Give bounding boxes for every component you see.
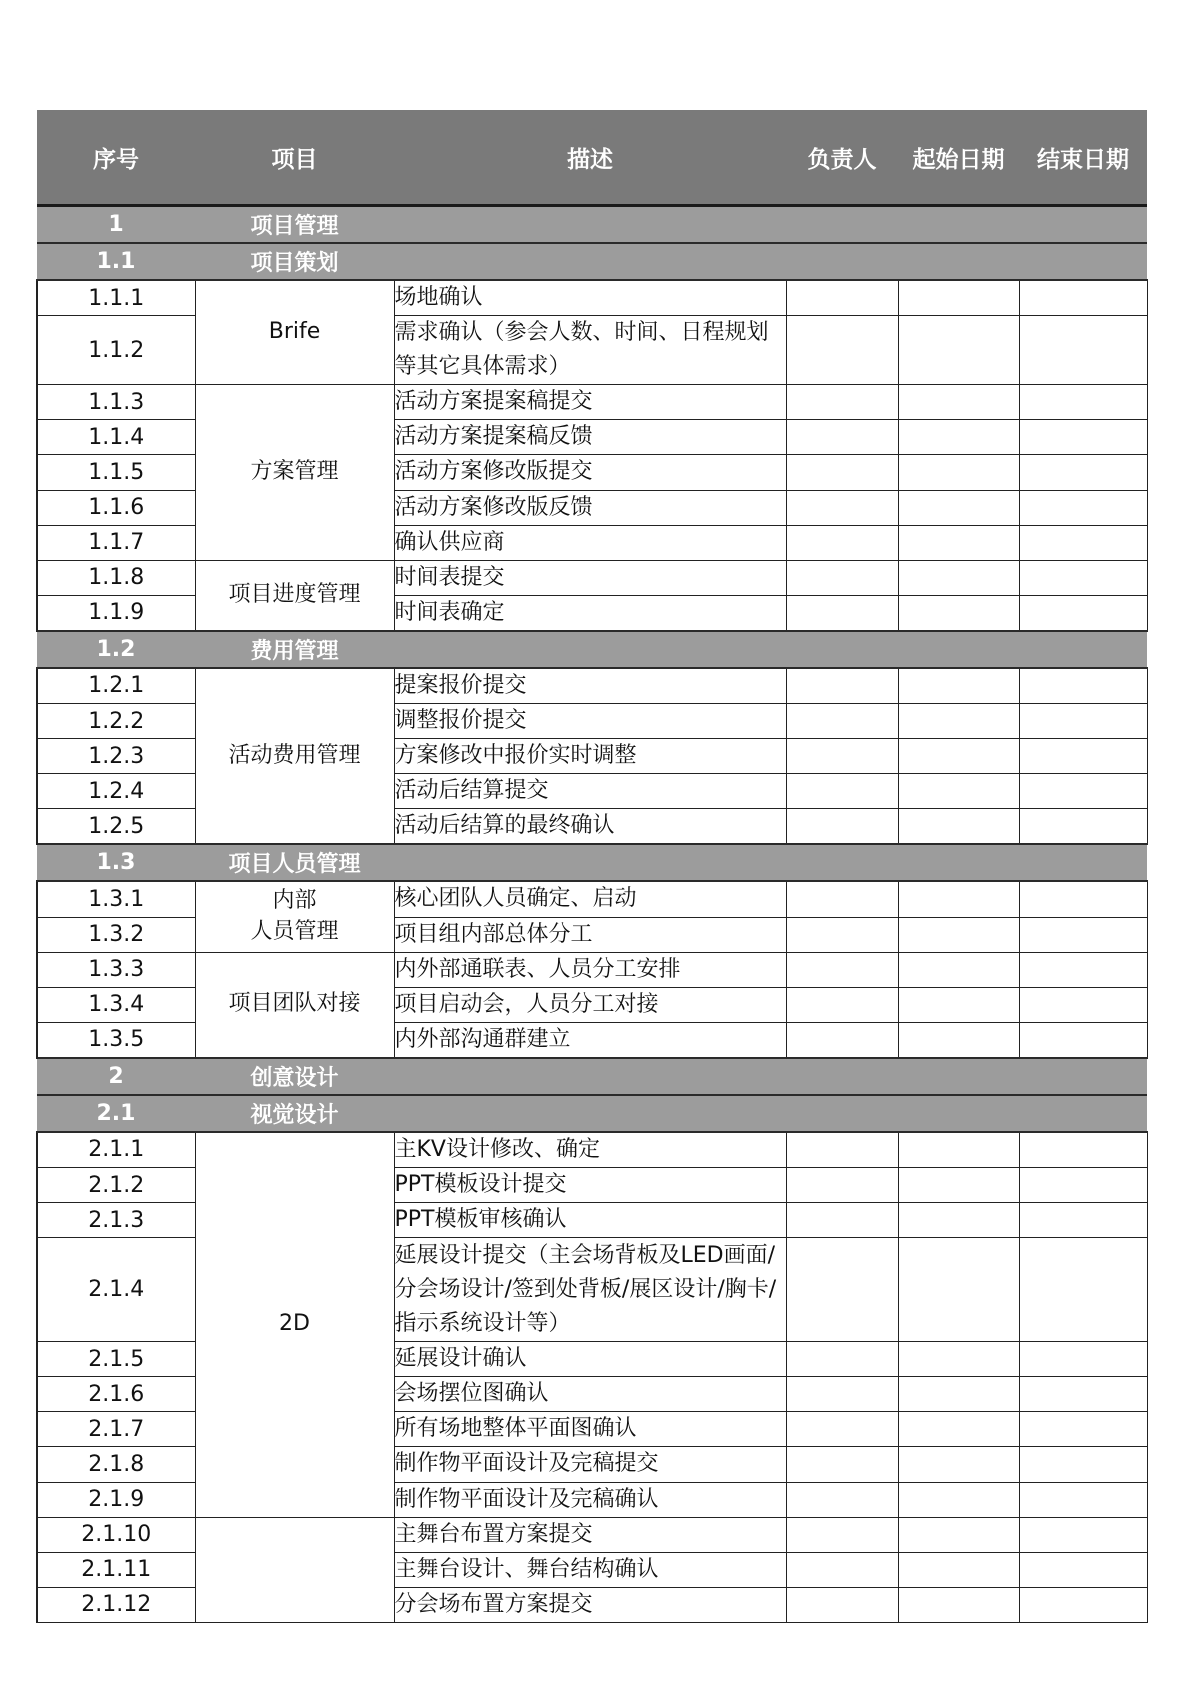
section-number: 2.1 — [37, 1095, 195, 1132]
owner-cell[interactable] — [786, 1552, 898, 1587]
task-description: 延展设计确认 — [394, 1342, 786, 1377]
section-number: 1.3 — [37, 844, 195, 881]
section-title: 项目人员管理 — [195, 844, 394, 881]
owner-cell[interactable] — [786, 385, 898, 420]
start-date-cell[interactable] — [898, 1412, 1019, 1447]
end-date-cell[interactable] — [1019, 1552, 1147, 1587]
owner-cell[interactable] — [786, 1132, 898, 1168]
start-date-cell[interactable] — [898, 1342, 1019, 1377]
start-date-cell[interactable] — [898, 952, 1019, 987]
task-number: 2.1.7 — [37, 1412, 195, 1447]
table-row — [37, 952, 1147, 987]
owner-cell[interactable] — [786, 774, 898, 809]
task-number: 2.1.11 — [37, 1552, 195, 1587]
section-row — [37, 243, 1147, 280]
start-date-cell[interactable] — [898, 455, 1019, 490]
start-date-cell[interactable] — [898, 1203, 1019, 1238]
start-date-cell[interactable] — [898, 1377, 1019, 1412]
section-fill — [394, 1095, 1147, 1132]
start-date-cell[interactable] — [898, 704, 1019, 739]
owner-cell[interactable] — [786, 455, 898, 490]
start-date-cell[interactable] — [898, 1132, 1019, 1168]
task-number: 1.1.7 — [37, 525, 195, 560]
end-date-cell[interactable] — [1019, 1203, 1147, 1238]
task-number: 1.1.1 — [37, 280, 195, 316]
task-description: 项目启动会，人员分工对接 — [394, 987, 786, 1022]
owner-cell[interactable] — [786, 1022, 898, 1058]
task-number: 1.2.5 — [37, 809, 195, 845]
owner-cell[interactable] — [786, 1412, 898, 1447]
table-row — [37, 668, 1147, 704]
task-number: 2.1.5 — [37, 1342, 195, 1377]
task-description: 时间表提交 — [394, 560, 786, 595]
end-date-cell[interactable] — [1019, 1517, 1147, 1552]
task-category: 方案管理 — [195, 385, 394, 560]
end-date-cell[interactable] — [1019, 952, 1147, 987]
start-date-cell[interactable] — [898, 420, 1019, 455]
start-date-cell[interactable] — [898, 987, 1019, 1022]
owner-cell[interactable] — [786, 809, 898, 845]
section-row — [37, 844, 1147, 881]
start-date-cell[interactable] — [898, 280, 1019, 316]
task-number: 1.1.6 — [37, 490, 195, 525]
section-fill — [394, 844, 1147, 881]
table-row — [37, 385, 1147, 420]
start-date-cell[interactable] — [898, 1447, 1019, 1482]
owner-cell[interactable] — [786, 881, 898, 917]
task-description: 延展设计提交（主会场背板及LED画面/分会场设计/签到处背板/展区设计/胸卡/指示系统设计等） — [394, 1238, 786, 1342]
task-category — [195, 1517, 394, 1622]
task-number: 1.3.4 — [37, 987, 195, 1022]
start-date-cell[interactable] — [898, 809, 1019, 845]
end-date-cell[interactable] — [1019, 1587, 1147, 1622]
header-start-date: 起始日期 — [898, 110, 1019, 206]
owner-cell[interactable] — [786, 1447, 898, 1482]
table-row — [37, 1132, 1147, 1168]
table-row — [37, 1517, 1147, 1552]
end-date-cell[interactable] — [1019, 1022, 1147, 1058]
header-owner: 负责人 — [786, 110, 898, 206]
task-number: 1.1.5 — [37, 455, 195, 490]
section-fill — [394, 243, 1147, 280]
section-title: 视觉设计 — [195, 1095, 394, 1132]
task-description: 所有场地整体平面图确认 — [394, 1412, 786, 1447]
owner-cell[interactable] — [786, 560, 898, 595]
task-category: 项目进度管理 — [195, 560, 394, 631]
end-date-cell[interactable] — [1019, 1167, 1147, 1202]
end-date-cell[interactable] — [1019, 917, 1147, 952]
task-description: 时间表确定 — [394, 595, 786, 631]
start-date-cell[interactable] — [898, 881, 1019, 917]
section-row — [37, 631, 1147, 668]
start-date-cell[interactable] — [898, 490, 1019, 525]
end-date-cell[interactable] — [1019, 1412, 1147, 1447]
start-date-cell[interactable] — [898, 1238, 1019, 1342]
task-number: 2.1.1 — [37, 1132, 195, 1168]
header-desc: 描述 — [394, 110, 786, 206]
end-date-cell[interactable] — [1019, 1342, 1147, 1377]
section-fill — [394, 1058, 1147, 1095]
task-description: 制作物平面设计及完稿确认 — [394, 1482, 786, 1517]
task-number: 1.1.3 — [37, 385, 195, 420]
section-number: 1 — [37, 206, 195, 244]
end-date-cell[interactable] — [1019, 1447, 1147, 1482]
end-date-cell[interactable] — [1019, 595, 1147, 631]
task-description: 内外部通联表、人员分工安排 — [394, 952, 786, 987]
end-date-cell[interactable] — [1019, 455, 1147, 490]
end-date-cell[interactable] — [1019, 668, 1147, 704]
owner-cell[interactable] — [786, 1167, 898, 1202]
start-date-cell[interactable] — [898, 668, 1019, 704]
task-category: 项目团队对接 — [195, 952, 394, 1058]
end-date-cell[interactable] — [1019, 490, 1147, 525]
start-date-cell[interactable] — [898, 595, 1019, 631]
task-description: 核心团队人员确定、启动 — [394, 881, 786, 917]
header-seq: 序号 — [37, 110, 195, 206]
task-number: 1.2.2 — [37, 704, 195, 739]
end-date-cell[interactable] — [1019, 1377, 1147, 1412]
task-number: 1.2.3 — [37, 739, 195, 774]
table-row — [37, 881, 1147, 917]
task-number: 2.1.12 — [37, 1587, 195, 1622]
task-description: 提案报价提交 — [394, 668, 786, 704]
section-title: 项目管理 — [195, 206, 394, 244]
project-schedule-table — [36, 110, 1148, 1623]
start-date-cell[interactable] — [898, 316, 1019, 385]
owner-cell[interactable] — [786, 987, 898, 1022]
task-number: 2.1.2 — [37, 1167, 195, 1202]
task-number: 2.1.8 — [37, 1447, 195, 1482]
table-row — [37, 280, 1147, 316]
owner-cell[interactable] — [786, 1238, 898, 1342]
task-description: 主舞台布置方案提交 — [394, 1517, 786, 1552]
owner-cell[interactable] — [786, 280, 898, 316]
end-date-cell[interactable] — [1019, 420, 1147, 455]
task-description: 内外部沟通群建立 — [394, 1022, 786, 1058]
section-row — [37, 1095, 1147, 1132]
task-number: 1.1.2 — [37, 316, 195, 385]
header-item: 项目 — [195, 110, 394, 206]
start-date-cell[interactable] — [898, 1022, 1019, 1058]
start-date-cell[interactable] — [898, 385, 1019, 420]
section-title: 项目策划 — [195, 243, 394, 280]
owner-cell[interactable] — [786, 316, 898, 385]
task-description: 调整报价提交 — [394, 704, 786, 739]
end-date-cell[interactable] — [1019, 1132, 1147, 1168]
task-description: 主KV设计修改、确定 — [394, 1132, 786, 1168]
start-date-cell[interactable] — [898, 917, 1019, 952]
section-number: 1.1 — [37, 243, 195, 280]
section-number: 2 — [37, 1058, 195, 1095]
task-number: 1.3.2 — [37, 917, 195, 952]
end-date-cell[interactable] — [1019, 704, 1147, 739]
owner-cell[interactable] — [786, 595, 898, 631]
owner-cell[interactable] — [786, 1587, 898, 1622]
section-row — [37, 1058, 1147, 1095]
task-number: 2.1.4 — [37, 1238, 195, 1342]
end-date-cell[interactable] — [1019, 881, 1147, 917]
task-category: Brife — [195, 280, 394, 385]
task-description: 活动方案修改版提交 — [394, 455, 786, 490]
task-description: 活动方案修改版反馈 — [394, 490, 786, 525]
section-title: 费用管理 — [195, 631, 394, 668]
end-date-cell[interactable] — [1019, 316, 1147, 385]
task-description: 制作物平面设计及完稿提交 — [394, 1447, 786, 1482]
end-date-cell[interactable] — [1019, 280, 1147, 316]
task-description: 会场摆位图确认 — [394, 1377, 786, 1412]
task-number: 1.1.9 — [37, 595, 195, 631]
task-number: 2.1.3 — [37, 1203, 195, 1238]
task-number: 1.1.4 — [37, 420, 195, 455]
end-date-cell[interactable] — [1019, 774, 1147, 809]
owner-cell[interactable] — [786, 668, 898, 704]
start-date-cell[interactable] — [898, 1482, 1019, 1517]
table-body — [37, 206, 1147, 1623]
owner-cell[interactable] — [786, 1203, 898, 1238]
section-row — [37, 206, 1147, 244]
start-date-cell[interactable] — [898, 560, 1019, 595]
task-number: 1.2.4 — [37, 774, 195, 809]
table-row — [37, 560, 1147, 595]
end-date-cell[interactable] — [1019, 560, 1147, 595]
task-description: 项目组内部总体分工 — [394, 917, 786, 952]
task-description: 活动方案提案稿反馈 — [394, 420, 786, 455]
start-date-cell[interactable] — [898, 1552, 1019, 1587]
task-description: 活动方案提案稿提交 — [394, 385, 786, 420]
task-number: 2.1.9 — [37, 1482, 195, 1517]
task-description: 场地确认 — [394, 280, 786, 316]
owner-cell[interactable] — [786, 1517, 898, 1552]
end-date-cell[interactable] — [1019, 809, 1147, 845]
task-number: 2.1.10 — [37, 1517, 195, 1552]
start-date-cell[interactable] — [898, 1517, 1019, 1552]
section-number: 1.2 — [37, 631, 195, 668]
start-date-cell[interactable] — [898, 1587, 1019, 1622]
owner-cell[interactable] — [786, 525, 898, 560]
task-number: 1.3.5 — [37, 1022, 195, 1058]
task-description: 确认供应商 — [394, 525, 786, 560]
section-title: 创意设计 — [195, 1058, 394, 1095]
task-description: PPT模板审核确认 — [394, 1203, 786, 1238]
owner-cell[interactable] — [786, 1377, 898, 1412]
task-number: 1.2.1 — [37, 668, 195, 704]
end-date-cell[interactable] — [1019, 525, 1147, 560]
end-date-cell[interactable] — [1019, 1482, 1147, 1517]
end-date-cell[interactable] — [1019, 739, 1147, 774]
owner-cell[interactable] — [786, 490, 898, 525]
task-description: 方案修改中报价实时调整 — [394, 739, 786, 774]
owner-cell[interactable] — [786, 917, 898, 952]
end-date-cell[interactable] — [1019, 987, 1147, 1022]
section-fill — [394, 631, 1147, 668]
task-description: 分会场布置方案提交 — [394, 1587, 786, 1622]
task-description: 活动后结算的最终确认 — [394, 809, 786, 845]
header-end-date: 结束日期 — [1019, 110, 1147, 206]
task-number: 1.3.1 — [37, 881, 195, 917]
owner-cell[interactable] — [786, 704, 898, 739]
task-number: 1.3.3 — [37, 952, 195, 987]
task-description: 活动后结算提交 — [394, 774, 786, 809]
start-date-cell[interactable] — [898, 525, 1019, 560]
task-number: 2.1.6 — [37, 1377, 195, 1412]
owner-cell[interactable] — [786, 739, 898, 774]
task-description: 主舞台设计、舞台结构确认 — [394, 1552, 786, 1587]
section-fill — [394, 206, 1147, 244]
start-date-cell[interactable] — [898, 774, 1019, 809]
owner-cell[interactable] — [786, 1482, 898, 1517]
owner-cell[interactable] — [786, 1342, 898, 1377]
task-description: PPT模板设计提交 — [394, 1167, 786, 1202]
task-category: 2D — [195, 1132, 394, 1517]
owner-cell[interactable] — [786, 952, 898, 987]
task-number: 1.1.8 — [37, 560, 195, 595]
end-date-cell[interactable] — [1019, 1238, 1147, 1342]
task-description: 需求确认（参会人数、时间、日程规划等其它具体需求） — [394, 316, 786, 385]
header-row — [37, 110, 1147, 206]
start-date-cell[interactable] — [898, 739, 1019, 774]
owner-cell[interactable] — [786, 420, 898, 455]
task-category: 内部 人员管理 — [195, 881, 394, 952]
start-date-cell[interactable] — [898, 1167, 1019, 1202]
end-date-cell[interactable] — [1019, 385, 1147, 420]
task-category: 活动费用管理 — [195, 668, 394, 844]
